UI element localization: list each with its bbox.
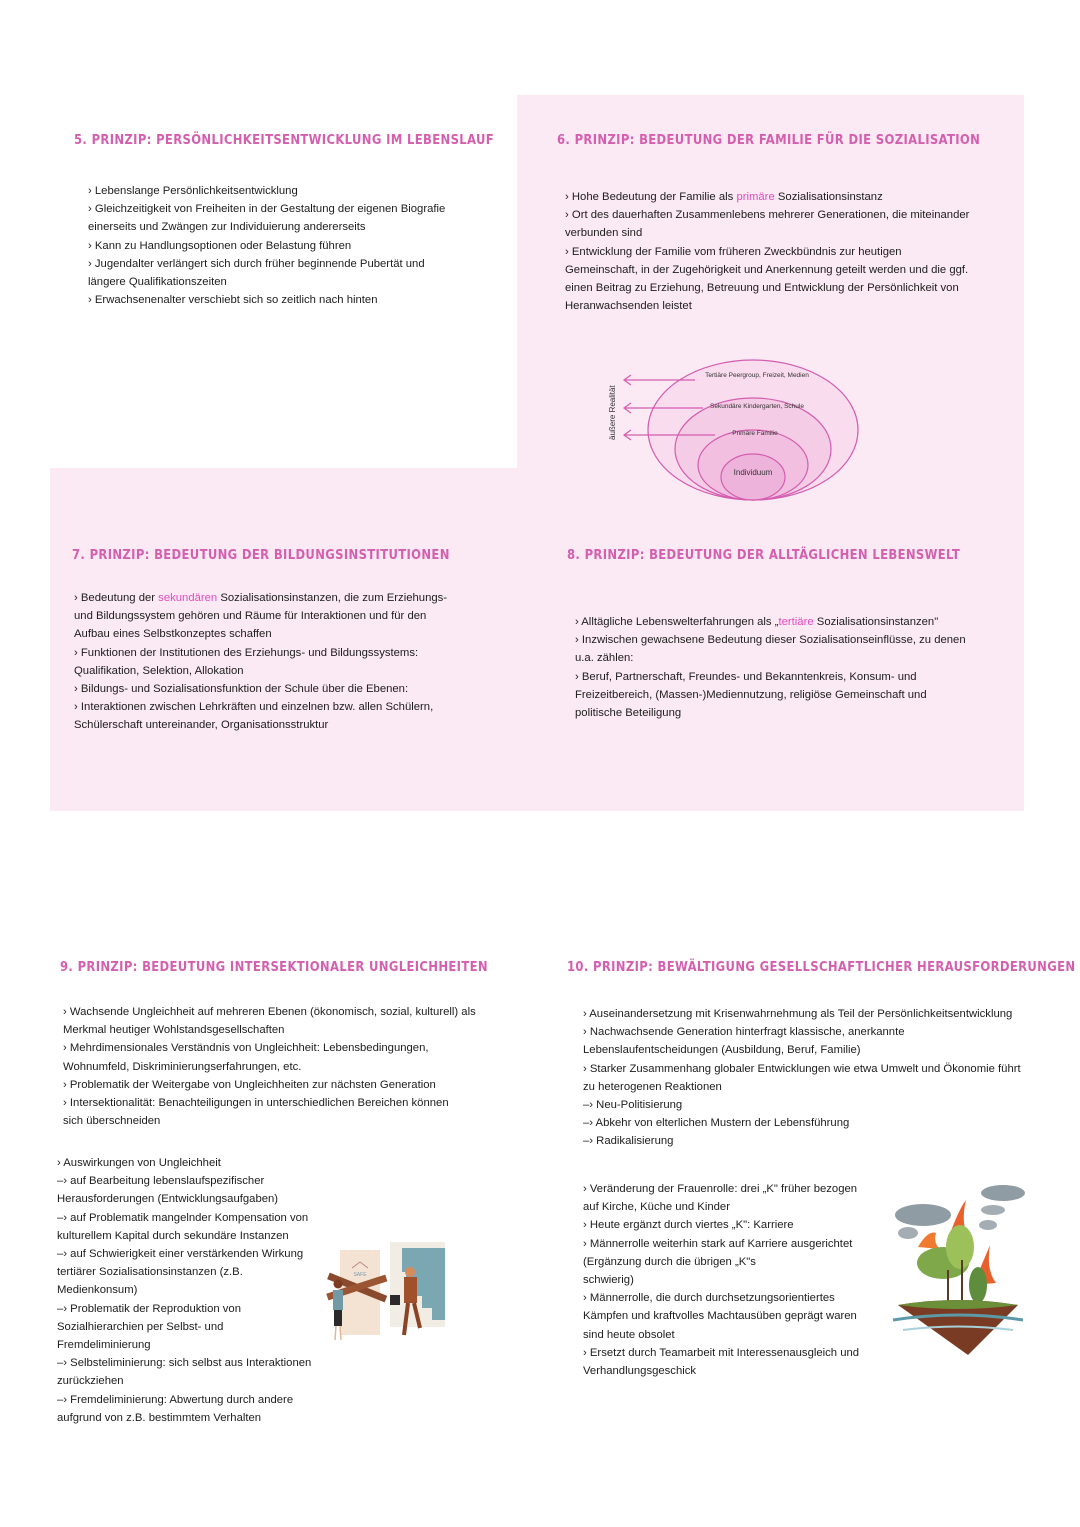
text-line: › Ort des dauerhaften Zusammenlebens mehrerer Generationen, die miteinander bbox=[565, 209, 970, 222]
section-title: 6. PRINZIP: BEDEUTUNG DER FAMILIE FÜR DIE SOZIALISATION bbox=[557, 132, 981, 148]
section-principle-9-effects bbox=[57, 1154, 317, 1427]
section-body bbox=[567, 1005, 1027, 1151]
section-title: 7. PRINZIP: BEDEUTUNG DER BILDUNGSINSTITUTIONEN bbox=[72, 547, 450, 563]
text-line: › Auseinandersetzung mit Krisenwahrnehmung als Teil der Persönlichkeitsentwicklung bbox=[583, 1008, 1013, 1020]
text-line: –› Neu-Politisierung bbox=[583, 1099, 683, 1112]
section-body bbox=[557, 188, 1017, 315]
inequality-illustration bbox=[322, 1240, 447, 1345]
text-line: › Lebenslange Persönlichkeitsentwicklung bbox=[88, 185, 298, 197]
text-line: –› Radikalisierung bbox=[583, 1135, 674, 1148]
text-line: › Heute ergänzt durch viertes „K": Karriere bbox=[583, 1219, 794, 1232]
text-line: verbunden sind bbox=[565, 227, 643, 240]
socialization-rings-diagram bbox=[595, 358, 865, 506]
text-line: › Starker Zusammenhang globaler Entwicklungen wie etwa Umwelt und Ökonomie führt bbox=[583, 1062, 1021, 1075]
section-principle-6 bbox=[557, 132, 1017, 315]
text-line: –› auf Problematik mangelnder Kompensation von bbox=[57, 1211, 309, 1224]
highlight-term: primäre bbox=[736, 191, 775, 203]
text-line: › Veränderung der Frauenrolle: drei „K" früher bezogen bbox=[583, 1183, 858, 1195]
text-line: –› Fremdeliminierung: Abwertung durch andere bbox=[57, 1393, 294, 1406]
text-line: –› auf Schwierigkeit einer verstärkenden Wirkung bbox=[57, 1248, 304, 1261]
text-line: › Männerrolle, die durch durchsetzungsorientiertes bbox=[583, 1292, 835, 1305]
text-line: › Auswirkungen von Ungleichheit bbox=[57, 1157, 221, 1169]
text-line: –› auf Bearbeitung lebenslaufspezifischer bbox=[57, 1175, 265, 1188]
text-line: Kämpfen und kraftvolles Machtausüben geprägt waren bbox=[583, 1310, 857, 1323]
text-line: –› Abkehr von elterlichen Mustern der Lebensführung bbox=[583, 1117, 850, 1130]
ring-label-secondary: Sekundäre Kindergarten, Schule bbox=[710, 403, 804, 410]
text-line: zu heterogenen Reaktionen bbox=[583, 1080, 722, 1093]
text-line: –› Problematik der Reproduktion von bbox=[57, 1302, 241, 1315]
ring-label-tertiary: Tertiäre Peergroup, Freizeit, Medien bbox=[705, 372, 809, 379]
text-line: einen Beitrag zu Erziehung, Betreuung und Entwicklung der Persönlichkeit von bbox=[565, 282, 959, 295]
text-line: Schülerschaft untereinander, Organisationsstruktur bbox=[74, 719, 329, 732]
text-line: › Hohe Bedeutung der Familie als primäre Sozialisationsinstanz bbox=[565, 191, 883, 203]
ring-label-primary: Primäre Familie bbox=[732, 430, 778, 437]
text-line: zurückziehen bbox=[57, 1375, 124, 1388]
section-principle-9 bbox=[60, 959, 500, 1130]
text-line: schwierig) bbox=[583, 1274, 634, 1287]
text-line: › Ersetzt durch Teamarbeit mit Interessenausgleich und bbox=[583, 1346, 860, 1359]
section-title: 9. PRINZIP: BEDEUTUNG INTERSEKTIONALER UNGLEICHHEITEN bbox=[60, 959, 488, 975]
text-line: –› Selbsteliminierung: sich selbst aus Interaktionen bbox=[57, 1357, 312, 1370]
text-line: Lebenslaufentscheidungen (Ausbildung, Beruf, Familie) bbox=[583, 1044, 861, 1057]
section-principle-10-gender-roles bbox=[583, 1180, 873, 1380]
text-line: kulturellem Kapital durch sekundäre Instanzen bbox=[57, 1229, 289, 1242]
text-line: › Inzwischen gewachsene Bedeutung dieser Sozialisationseinflüsse, zu denen bbox=[575, 634, 966, 647]
text-line: Medienkonsum) bbox=[57, 1284, 138, 1297]
text-line: Fremdeliminierung bbox=[57, 1339, 151, 1352]
section-body bbox=[72, 589, 512, 735]
text-line: sich überschneiden bbox=[63, 1115, 161, 1128]
text-line: Herausforderungen (Entwicklungsaufgaben) bbox=[57, 1193, 279, 1206]
text-line: Wohnumfeld, Diskriminierungserfahrungen, etc. bbox=[63, 1060, 302, 1073]
text-line: › Kann zu Handlungsoptionen oder Belastung führen bbox=[88, 239, 352, 252]
text-line: › Beruf, Partnerschaft, Freundes- und Bekanntenkreis, Konsum- und bbox=[575, 670, 917, 683]
section-principle-5 bbox=[74, 132, 514, 309]
text-line: längere Qualifikationszeiten bbox=[88, 276, 227, 289]
text-line: u.a. zählen: bbox=[575, 652, 634, 665]
text-line: politische Beteiligung bbox=[575, 707, 682, 720]
text-line: › Alltägliche Lebenswelterfahrungen als „tertiäre Sozialisationsinstanzen" bbox=[575, 616, 939, 628]
section-principle-10 bbox=[567, 959, 1076, 1151]
text-line: tertiärer Sozialisationsinstanzen (z.B. bbox=[57, 1266, 243, 1279]
section-title: 10. PRINZIP: BEWÄLTIGUNG GESELLSCHAFTLICHER HERAUSFORDERUNGEN bbox=[567, 959, 1076, 975]
highlight-term: sekundären bbox=[158, 592, 218, 604]
section-principle-7 bbox=[72, 547, 512, 735]
text-line: Merkmal heutiger Wohlstandsgesellschaften bbox=[63, 1024, 285, 1037]
section-title: 8. PRINZIP: BEDEUTUNG DER ALLTÄGLICHEN LEBENSWELT bbox=[567, 547, 961, 563]
text-line: › Entwicklung der Familie vom früheren Zweckbündnis zur heutigen bbox=[565, 245, 902, 258]
text-line: › Funktionen der Institutionen des Erziehungs- und Bildungssystems: bbox=[74, 646, 419, 659]
axis-label-outer-reality: äußere Realität bbox=[608, 385, 617, 440]
text-line: Aufbau eines Selbstkonzeptes schaffen bbox=[74, 628, 272, 641]
section-body bbox=[567, 613, 1007, 722]
text-line: Verhandlungsgeschick bbox=[583, 1365, 697, 1378]
text-line: Freizeitbereich, (Massen-)Mediennutzung, religiöse Gemeinschaft und bbox=[575, 688, 927, 701]
text-line: › Nachwachsende Generation hinterfragt klassische, anerkannte bbox=[583, 1026, 905, 1039]
text-line: › Wachsende Ungleichheit auf mehreren Ebenen (ökonomisch, sozial, kulturell) als bbox=[63, 1006, 476, 1018]
text-line: auf Kirche, Küche und Kinder bbox=[583, 1201, 730, 1214]
text-line: › Intersektionalität: Benachteiligungen in unterschiedlichen Bereichen können bbox=[63, 1097, 449, 1110]
text-line: aufgrund von z.B. bestimmtem Verhalten bbox=[57, 1411, 262, 1424]
door-sign-label: SAFE bbox=[353, 1272, 367, 1278]
highlight-term: tertiäre bbox=[778, 616, 814, 628]
text-line: › Interaktionen zwischen Lehrkräften und einzelnen bzw. allen Schülern, bbox=[74, 701, 434, 714]
text-line: und Bildungssystem gehören und Räume für Interaktionen und für den bbox=[74, 610, 427, 623]
section-principle-8 bbox=[567, 547, 1007, 722]
text-line: › Bildungs- und Sozialisationsfunktion der Schule über die Ebenen: bbox=[74, 683, 409, 696]
ring-label-individual: Individuum bbox=[733, 468, 773, 477]
text-line: Gemeinschaft, in der Zugehörigkeit und Anerkennung geteilt werden und die ggf. bbox=[565, 263, 969, 276]
text-line: (Ergänzung durch die übrigen „K"s bbox=[583, 1255, 756, 1268]
text-line: sind heute obsolet bbox=[583, 1328, 675, 1341]
section-body bbox=[74, 182, 514, 309]
burning-island-icon bbox=[888, 1185, 1028, 1360]
text-line: › Gleichzeitigkeit von Freiheiten in der Gestaltung der eigenen Biografie bbox=[88, 203, 446, 216]
text-line: › Erwachsenenalter verschiebt sich so zeitlich nach hinten bbox=[88, 294, 378, 307]
section-body bbox=[60, 1003, 500, 1130]
text-line: › Mehrdimensionales Verständnis von Ungleichheit: Lebensbedingungen, bbox=[63, 1042, 429, 1055]
text-line: › Problematik der Weitergabe von Ungleichheiten zur nächsten Generation bbox=[63, 1078, 436, 1091]
text-line: einerseits und Zwängen zur Individuierung andererseits bbox=[88, 221, 366, 234]
text-line: › Bedeutung der sekundären Sozialisationsinstanzen, die zum Erziehungs- bbox=[74, 592, 448, 604]
text-line: Sozialhierarchien per Selbst- und bbox=[57, 1320, 224, 1333]
text-line: Qualifikation, Selektion, Allokation bbox=[74, 664, 244, 677]
climate-crisis-illustration bbox=[888, 1185, 1028, 1360]
text-line: › Jugendalter verlängert sich durch früher beginnende Pubertät und bbox=[88, 257, 425, 270]
text-line: Heranwachsenden leistet bbox=[565, 300, 692, 313]
text-line: › Männerrolle weiterhin stark auf Karriere ausgerichtet bbox=[583, 1237, 853, 1250]
section-title: 5. PRINZIP: PERSÖNLICHKEITSENTWICKLUNG IM LEBENSLAUF bbox=[74, 132, 495, 148]
